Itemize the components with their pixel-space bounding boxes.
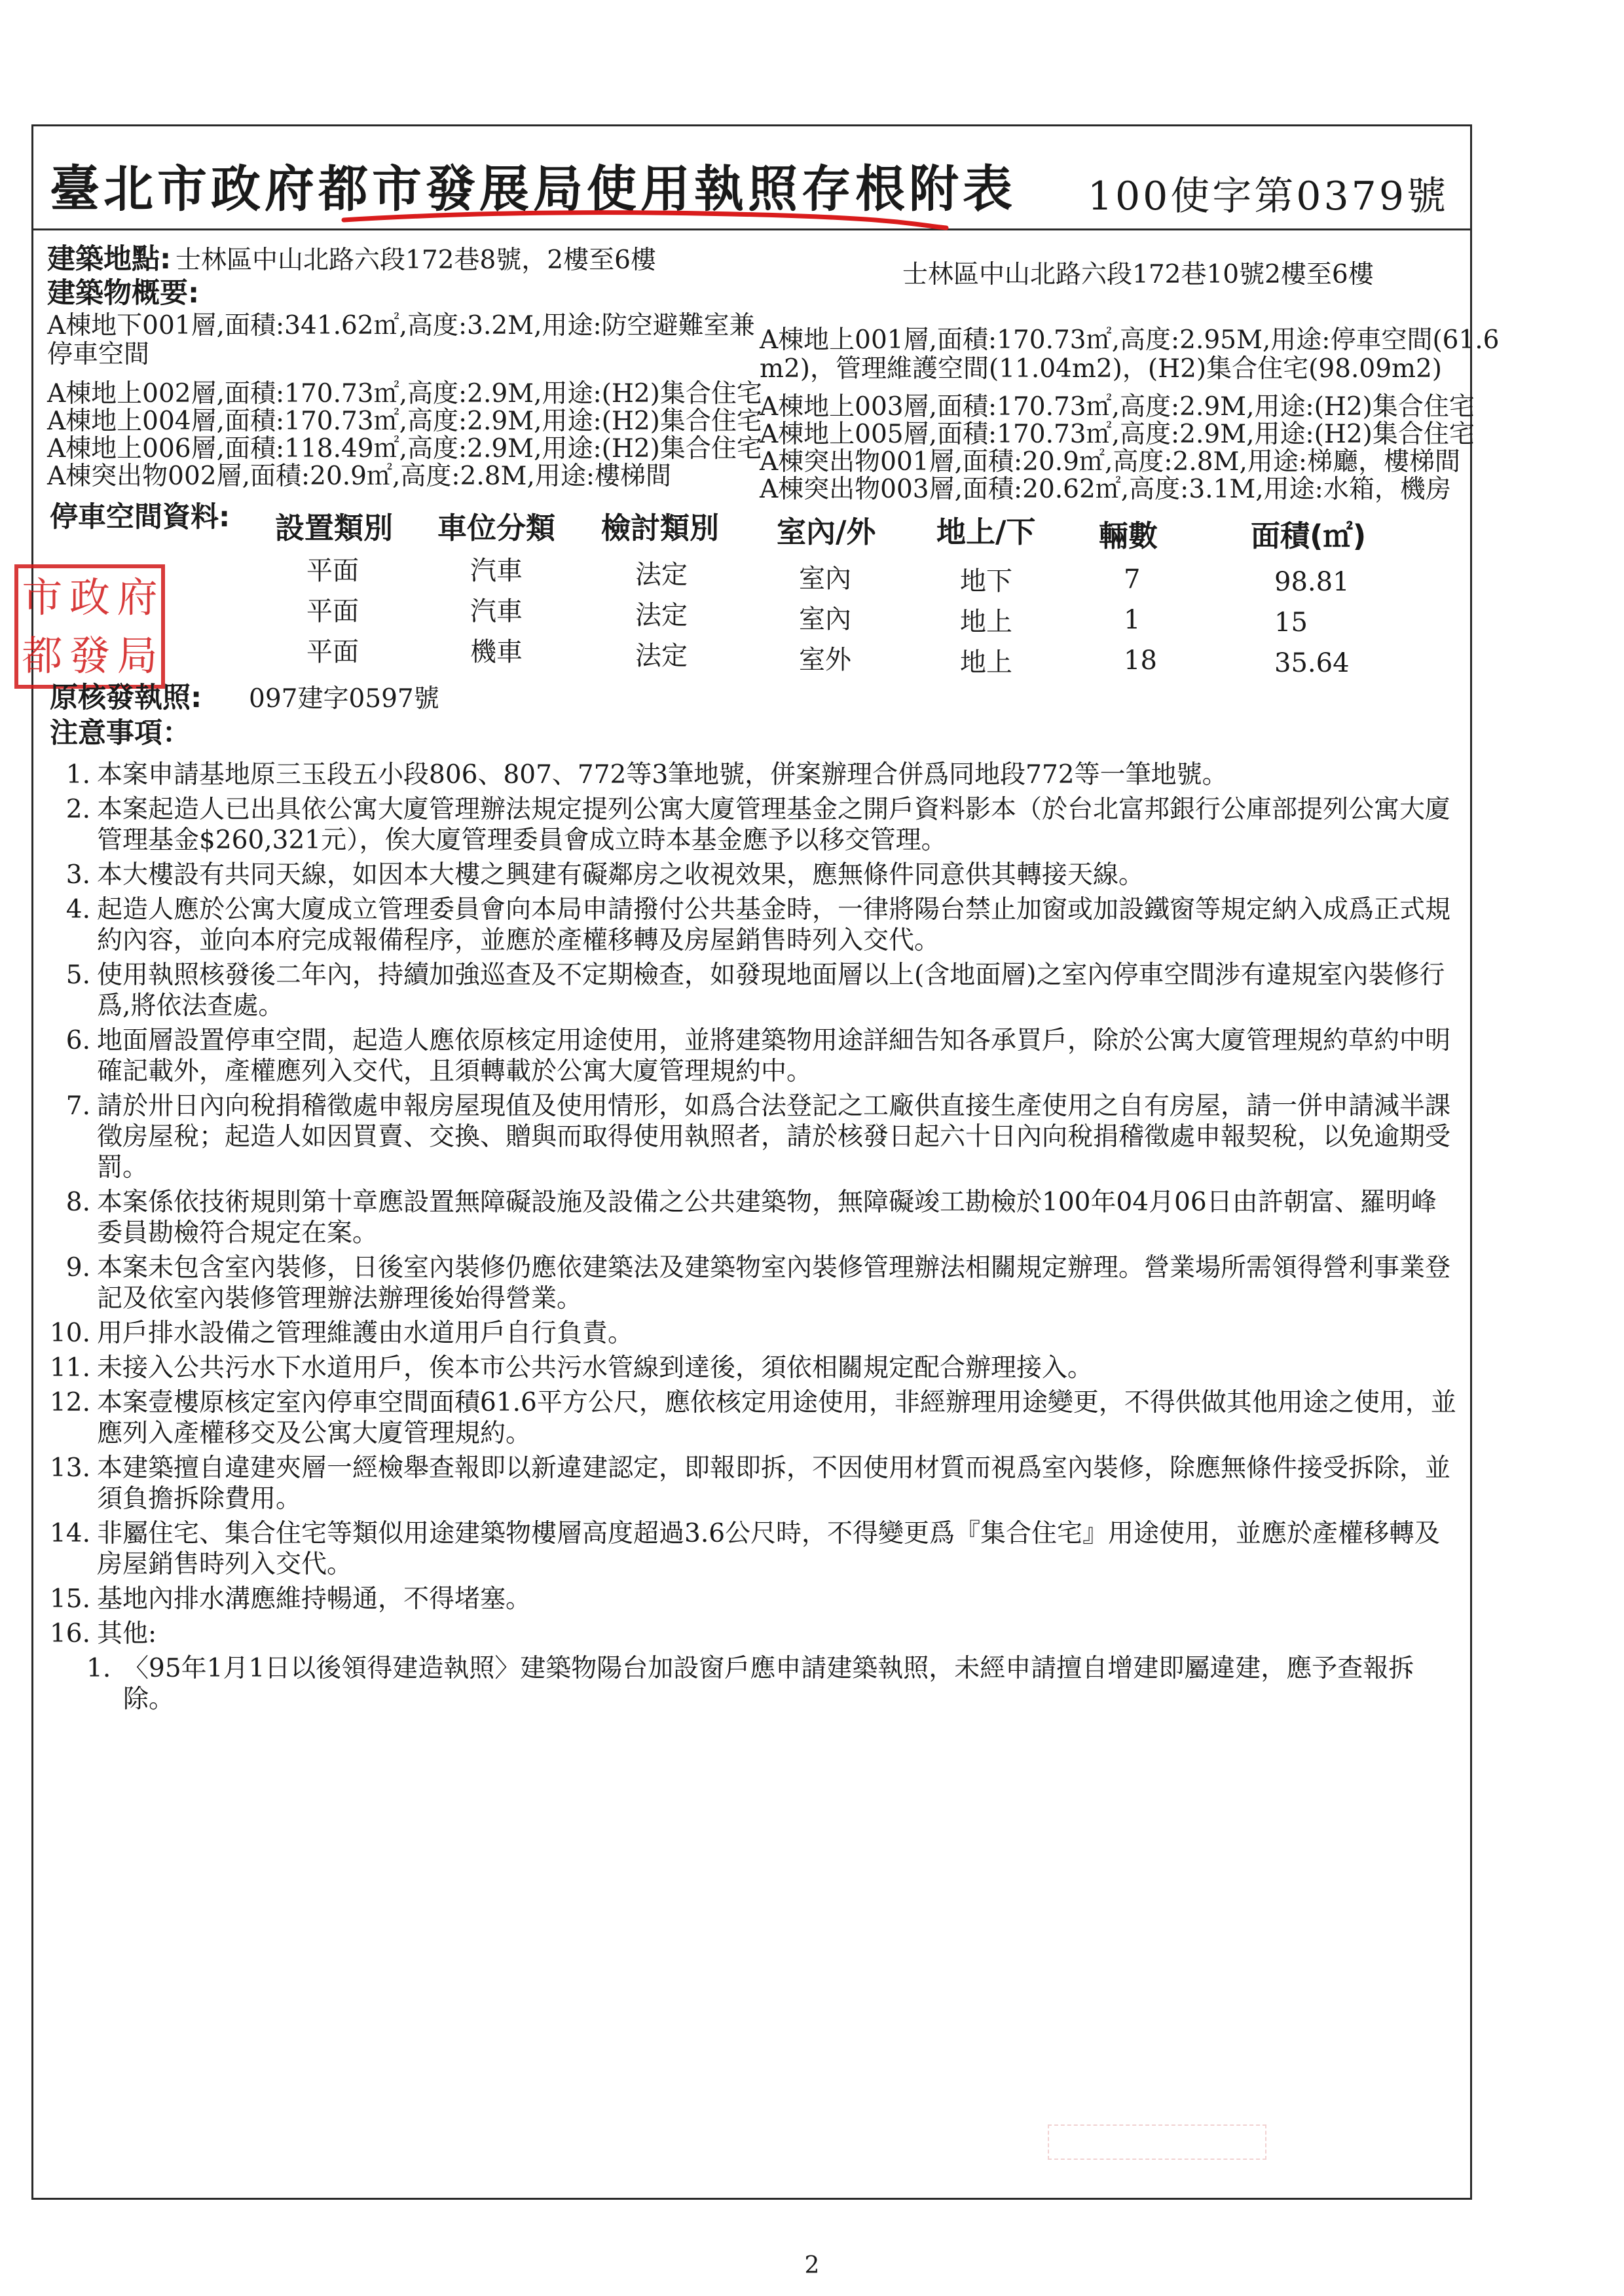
note-item	[48, 1252, 1456, 1314]
note-item	[48, 1318, 1456, 1349]
note-number: 7.	[65, 1091, 90, 1121]
overview-left-line: A棟突出物002層,面積:20.9㎡,高度:2.8M,用途:樓梯間	[47, 462, 672, 491]
seal-char: 發	[69, 631, 110, 680]
permit-number: 100使字第0379號	[1087, 173, 1449, 219]
note-text: 本案係依技術規則第十章應設置無障礙設施及設備之公共建築物，無障礙竣工勘檢於100年04月06日由許朝富、羅明峰委員勘檢符合規定在案。	[97, 1188, 1437, 1248]
original-permit-label: 原核發執照:	[50, 682, 202, 714]
overview-left-line: A棟地上002層,面積:170.73㎡,高度:2.9M,用途:(H2)集合住宅	[47, 379, 762, 409]
note-number: 16.	[49, 1619, 90, 1649]
note-text: 本案壹樓原核定室內停車空間面積61.6平方公尺，應依核定用途使用，非經辦理用途變更，不得供做其他用途之使用，並應列入產權移交及公寓大廈管理規約。	[97, 1388, 1456, 1448]
overview-right-line: A棟突出物001層,面積:20.9㎡,高度:2.8M,用途:梯廳，樓梯間	[760, 447, 1461, 477]
location-address-1: 士林區中山北路六段172巷8號，2樓至6樓	[175, 246, 656, 275]
note-item	[48, 1618, 1456, 1649]
parking-header-type: 設置類別	[275, 511, 394, 545]
note-item	[48, 794, 1456, 856]
parking-cell: 18	[1124, 646, 1157, 676]
note-text: 本案未包含室內裝修，日後室內裝修仍應依建築法及建築物室內裝修管理辦法相關規定辦理。營業場所需領得營利事業登記及依室內裝修管理辦法辦理後始得營業。	[97, 1253, 1451, 1313]
page-number: 2	[804, 2252, 820, 2279]
note-number: 12.	[49, 1388, 90, 1417]
note-text: 起造人應於公寓大廈成立管理委員會向本局申請撥付公共基金時，一律將陽台禁止加窗或加設鐵窗等規定納入成爲正式規約內容，並向本府完成報備程序，並應於產權移轉及房屋銷售時列入交代。	[97, 895, 1451, 955]
note-text: 使用執照核發後二年內，持續加強巡查及不定期檢查，如發現地面層以上(含地面層)之室內停車空間涉有違規室內裝修行爲,將依法查處。	[97, 960, 1445, 1021]
note-sub-item	[48, 1653, 1456, 1715]
parking-header-class: 車位分類	[437, 511, 556, 545]
overview-left-line: A棟地下001層,面積:341.62㎡,高度:3.2M,用途:防空避難室兼	[47, 311, 755, 340]
location-address-2: 士林區中山北路六段172巷10號2樓至6樓	[902, 260, 1374, 289]
note-number: 9.	[65, 1253, 90, 1283]
original-permit-value: 097建字0597號	[249, 684, 439, 714]
parking-cell: 室外	[799, 645, 851, 675]
note-item	[48, 1584, 1456, 1614]
parking-header-level: 地上/下	[936, 515, 1036, 549]
parking-cell: 機車	[470, 637, 523, 667]
location-label: 建築地點:	[47, 243, 172, 276]
parking-cell: 室內	[799, 564, 851, 594]
note-text: 基地內排水溝應維持暢通，不得堵塞。	[97, 1584, 532, 1614]
seal-char: 市	[22, 573, 63, 621]
note-number: 14.	[49, 1519, 90, 1548]
note-text: 本建築擅自違建夾層一經檢舉查報即以新違建認定，即報即拆，不因使用材質而視爲室內裝修，除應無條件接受拆除，並須負擔拆除費用。	[97, 1453, 1451, 1514]
parking-cell: 法定	[635, 600, 688, 630]
note-item	[48, 1091, 1456, 1183]
parking-cell: 汽車	[470, 596, 523, 627]
parking-header-area: 面積(㎡)	[1251, 519, 1367, 553]
parking-cell: 35.64	[1274, 648, 1350, 678]
parking-cell: 室內	[799, 604, 851, 634]
seal-char: 府	[117, 573, 158, 621]
note-item	[48, 1187, 1456, 1248]
note-number: 6.	[65, 1026, 90, 1055]
note-item	[48, 1353, 1456, 1383]
parking-header-count: 輛數	[1099, 519, 1158, 553]
overview-label: 建築物概要:	[47, 277, 200, 310]
note-sub-number: 1.	[86, 1654, 111, 1683]
note-text: 其他:	[97, 1619, 157, 1649]
parking-cell: 平面	[306, 596, 359, 627]
note-number: 2.	[65, 795, 90, 824]
note-item	[48, 894, 1456, 956]
note-text: 本案起造人已出具依公寓大廈管理辦法規定提列公寓大廈管理基金之開戶資料影本（於台北富邦銀行公庫部提列公寓大廈管理基金$260,321元），俟大廈管理委員會成立時本基金應予以移交管理。	[97, 795, 1451, 855]
note-text: 地面層設置停車空間，起造人應依原核定用途使用，並將建築物用途詳細告知各承買戶，除於公寓大廈管理規約草約中明確記載外，產權應列入交代，且須轉載於公寓大廈管理規約中。	[97, 1026, 1451, 1086]
parking-cell: 地下	[960, 566, 1012, 596]
parking-header-review: 檢討類別	[601, 511, 720, 545]
note-item	[48, 1387, 1456, 1449]
parking-cell: 法定	[635, 560, 688, 590]
overview-right-line: A棟地上003層,面積:170.73㎡,高度:2.9M,用途:(H2)集合住宅	[760, 392, 1475, 422]
note-item	[48, 1518, 1456, 1580]
seal-char: 都	[22, 631, 63, 680]
parking-header-indoor: 室內/外	[777, 515, 876, 549]
note-item	[48, 1025, 1456, 1087]
official-seal-stamp	[14, 564, 165, 689]
parking-cell: 法定	[635, 641, 688, 671]
overview-left-line: A棟地上006層,面積:118.49㎡,高度:2.9M,用途:(H2)集合住宅	[47, 434, 762, 464]
note-text: 用戶排水設備之管理維護由水道用戶自行負責。	[97, 1319, 634, 1348]
note-text: 本案申請基地原三玉段五小段806、807、772等3筆地號，併案辦理合併爲同地段772等一筆地號。	[97, 760, 1228, 790]
note-number: 15.	[49, 1584, 90, 1614]
overview-right-line: A棟地上001層,面積:170.73㎡,高度:2.95M,用途:停車空間(61.6	[760, 325, 1500, 355]
note-sub-text: 〈95年1月1日以後領得建造執照〉建築物陽台加設窗戶應申請建築執照，未經申請擅自增建即屬違建，應予查報拆除。	[123, 1654, 1414, 1714]
note-item	[48, 860, 1456, 890]
note-number: 11.	[49, 1353, 90, 1383]
note-item	[48, 1453, 1456, 1514]
parking-label: 停車空間資料:	[50, 501, 231, 534]
overview-right-line: A棟地上005層,面積:170.73㎡,高度:2.9M,用途:(H2)集合住宅	[760, 420, 1475, 449]
seal-char: 政	[69, 573, 110, 621]
note-number: 13.	[49, 1453, 90, 1483]
note-number: 5.	[65, 960, 90, 990]
parking-cell: 1	[1124, 605, 1141, 635]
parking-cell: 98.81	[1274, 567, 1350, 597]
parking-cell: 平面	[306, 556, 359, 586]
parking-cell: 地上	[960, 607, 1012, 637]
note-text: 請於卅日內向稅捐稽徵處申報房屋現值及使用情形，如爲合法登記之工廠供直接生產使用之自有房屋，請一併申請減半課徵房屋稅；起造人如因買賣、交換、贈與而取得使用執照者，請於核發日起六十日內向稅捐稽徵處申報契稅，以免逾期受罰。	[97, 1091, 1451, 1182]
overview-left-line: 停車空間	[47, 340, 150, 369]
overview-right-line: A棟突出物003層,面積:20.62㎡,高度:3.1M,用途:水箱，機房	[760, 475, 1451, 504]
note-number: 10.	[49, 1319, 90, 1348]
parking-cell: 15	[1274, 608, 1308, 638]
notes-label: 注意事項：	[50, 717, 191, 750]
notes-list	[48, 759, 1456, 1715]
overview-right-line: m2)，管理維護空間(11.04m2)，(H2)集合住宅(98.09m2)	[760, 354, 1443, 384]
note-text: 非屬住宅、集合住宅等類似用途建築物樓層高度超過3.6公尺時，不得變更爲『集合住宅』用途使用，並應於產權移轉及房屋銷售時列入交代。	[97, 1519, 1441, 1579]
title-row	[33, 126, 1471, 230]
note-item	[48, 759, 1456, 790]
note-item	[48, 960, 1456, 1021]
overview-left-line: A棟地上004層,面積:170.73㎡,高度:2.9M,用途:(H2)集合住宅	[47, 407, 762, 436]
parking-cell: 平面	[306, 637, 359, 667]
parking-cell: 汽車	[470, 556, 523, 586]
note-number: 4.	[65, 895, 90, 924]
seal-char: 局	[117, 631, 158, 680]
note-text: 未接入公共污水下水道用戶，俟本市公共污水管線到達後，須依相關規定配合辦理接入。	[97, 1353, 1094, 1383]
note-number: 8.	[65, 1188, 90, 1217]
parking-cell: 地上	[960, 647, 1012, 678]
page-title: 臺北市政府都市發展局使用執照存根附表	[50, 160, 1016, 218]
faint-stamp-mark	[1048, 2124, 1266, 2160]
note-number: 3.	[65, 860, 90, 890]
note-text: 本大樓設有共同天線，如因本大樓之興建有礙鄰房之收視效果，應無條件同意供其轉接天線。	[97, 860, 1145, 890]
parking-cell: 7	[1124, 564, 1141, 594]
note-number: 1.	[65, 760, 90, 790]
